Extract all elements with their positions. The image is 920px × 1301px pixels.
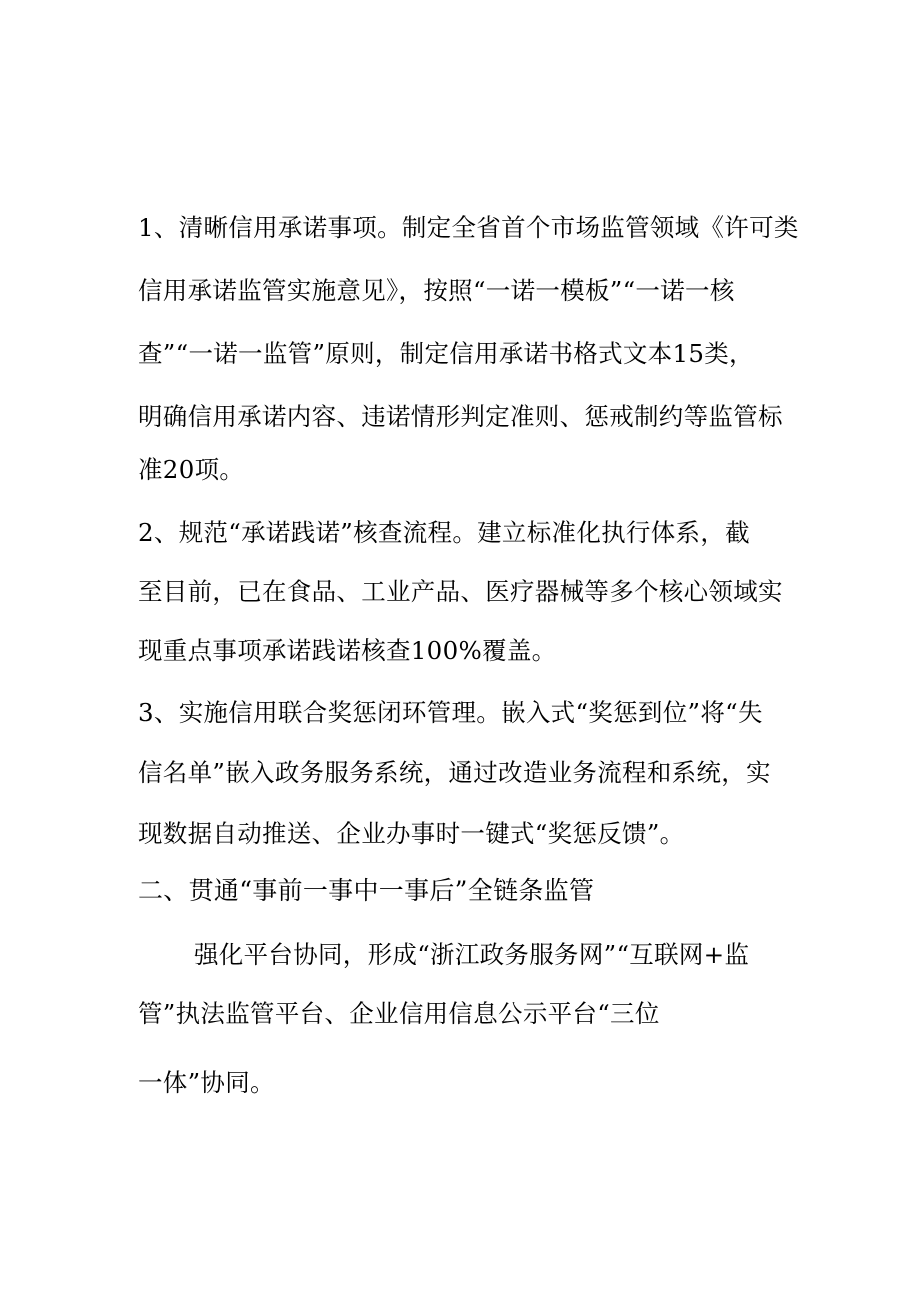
item-3-line-2: 信名单”嵌入政务服务系统，通过改造业务流程和系统，实 <box>138 758 771 787</box>
item-1-line-3: 查”“一诺一监管”原则，制定信用承诺书格式文本15类， <box>138 339 754 368</box>
item-1-line-4: 明确信用承诺内容、违诺情形判定准则、惩戒制约等监管标 <box>138 402 783 431</box>
paragraph-line-2: 管”执法监管平台、企业信用信息公示平台“三位 <box>138 999 660 1028</box>
item-3-line-3: 现数据自动推送、企业办事时一键式“奖惩反馈”。 <box>138 819 685 848</box>
paragraph-line-3: 一体”协同。 <box>138 1068 275 1097</box>
item-1-line-5: 准20项。 <box>138 455 245 484</box>
item-2-line-2: 至目前，已在食品、工业产品、医疗器械等多个核心领域实 <box>138 577 783 606</box>
item-3-line-1: 3、实施信用联合奖惩闭环管理。嵌入式“奖惩到位”将“失 <box>138 698 763 727</box>
item-2-line-1: 2、规范“承诺践诺”核查流程。建立标准化执行体系，截 <box>138 518 750 547</box>
item-2-line-3: 现重点事项承诺践诺核查100%覆盖。 <box>138 636 557 665</box>
item-1-line-1: 1、清晰信用承诺事项。制定全省首个市场监管领域《许可类 <box>138 213 799 242</box>
item-1-line-2: 信用承诺监管实施意见》，按照“一诺一模板”“一诺一核 <box>138 276 735 305</box>
section-heading: 二、贯通“事前一事中一事后”全链条监管 <box>138 876 595 905</box>
paragraph-line-1: 强化平台协同，形成“浙江政务服务网”“互联网+监 <box>194 940 750 969</box>
